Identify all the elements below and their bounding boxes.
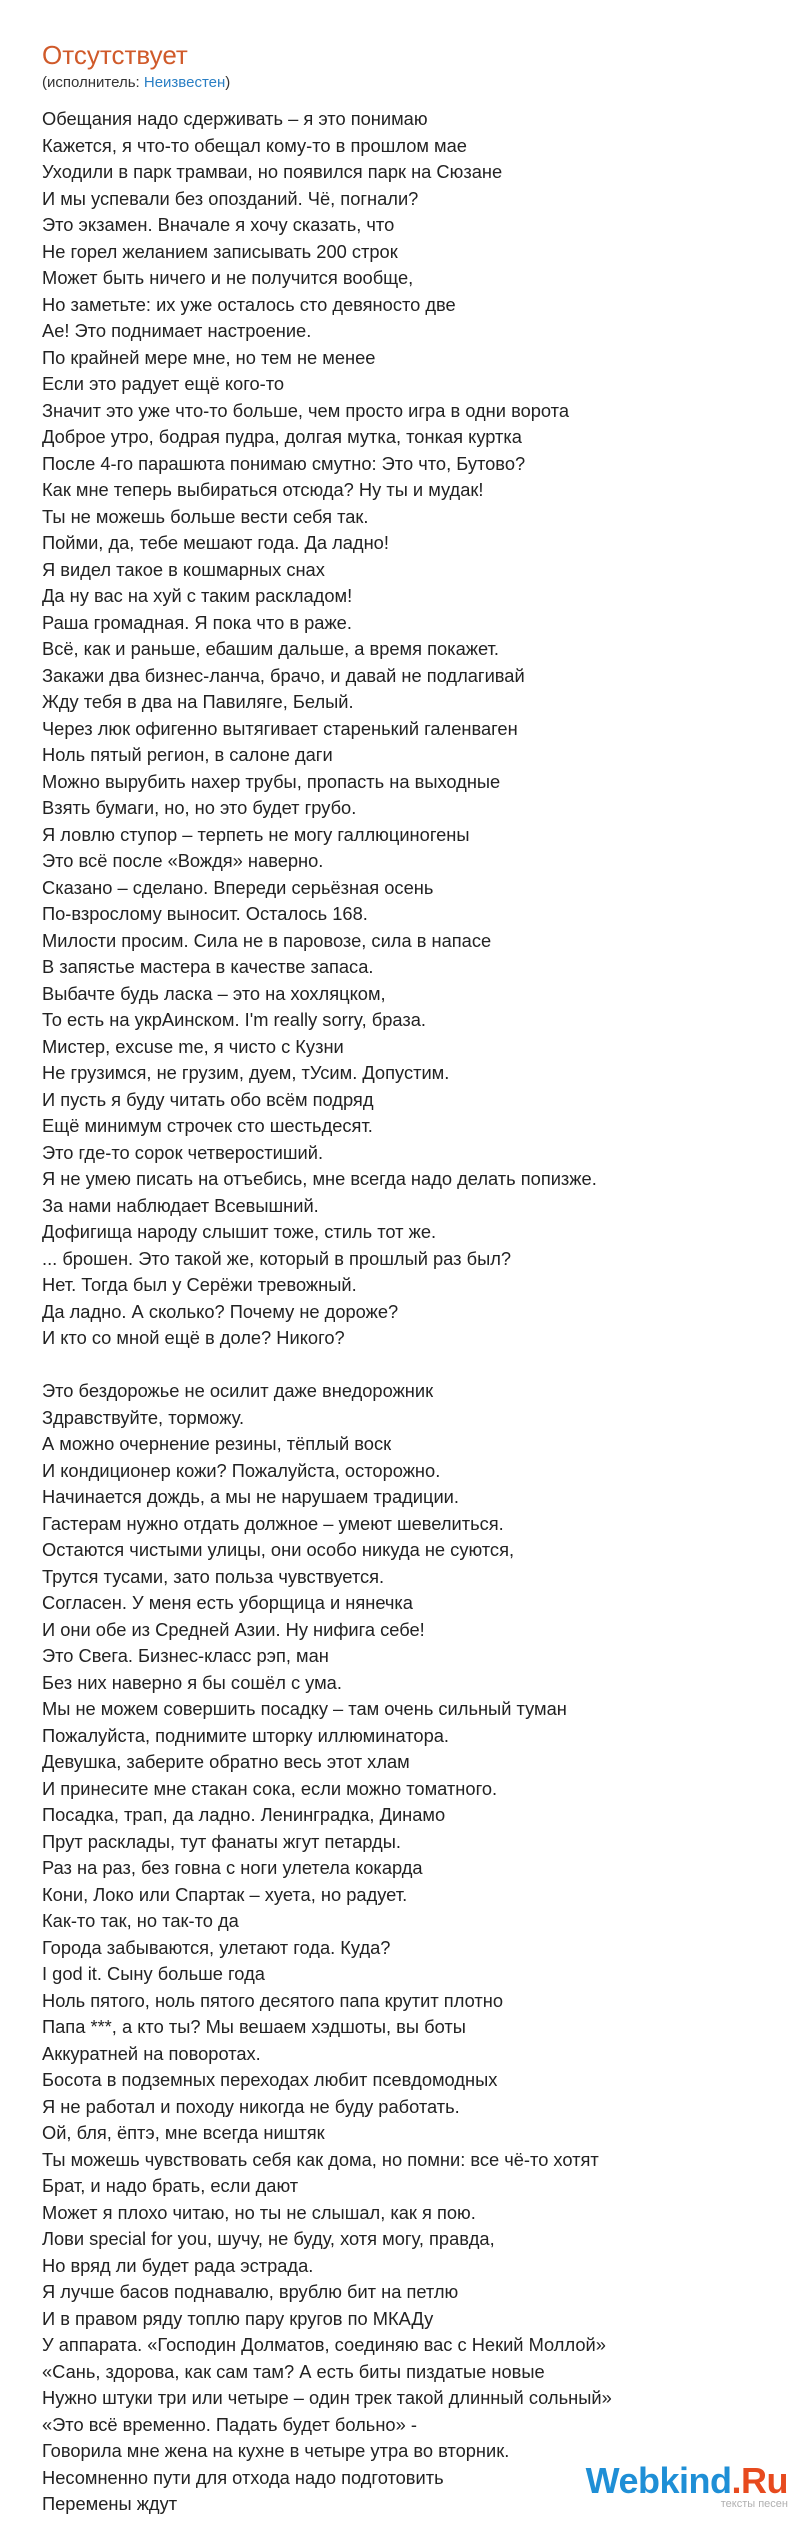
lyric-line: Да ну вас на хуй с таким раскладом! <box>42 585 353 606</box>
lyric-line: Пожалуйста, поднимите шторку иллюминатора. <box>42 1724 450 1746</box>
lyric-line: ... брошен. Это такой же, который в прошлый раз был? <box>42 1247 512 1269</box>
lyric-line: Но вряд ли будет рада эстрада. <box>42 2254 314 2276</box>
lyric-line: И мы успевали без опозданий. Чё, погнали? <box>42 187 419 209</box>
lyric-line: Ой, бля, ёптэ, мне всегда ништяк <box>42 2122 325 2143</box>
lyric-line: Жду тебя в два на Павиляге, Белый. <box>42 691 354 712</box>
logo-tld: .Ru <box>731 2460 788 2501</box>
lyric-line: Это Свега. Бизнес-класс рэп, ман <box>42 1645 329 1666</box>
lyric-line: Посадка, трап, да ладно. Ленинградка, Динамо <box>42 1804 446 1825</box>
lyric-line: Как мне теперь выбираться отсюда? Ну ты и мудак! <box>42 479 484 500</box>
lyric-line: Уходили в парк трамваи, но появился парк на Сюзане <box>42 161 503 182</box>
lyric-line: Может я плохо читаю, но ты не слышал, как я пою. <box>42 2201 476 2223</box>
song-header <box>42 40 230 92</box>
lyric-line: Лови special for you, шучу, не буду, хотя могу, правда, <box>42 2228 495 2249</box>
lyric-line: Аккуратней на поворотах. <box>42 2042 261 2064</box>
lyric-line: Взять бумаги, но, но это будет грубо. <box>42 797 357 818</box>
lyric-line: Нужно штуки три или четыре – один трек такой длинный сольный» <box>42 2387 612 2408</box>
webkind-logo[interactable] <box>586 2462 788 2510</box>
lyric-line: Ноль пятого, ноль пятого десятого папа крутит плотно <box>42 1989 503 2011</box>
artist-prefix: (исполнитель: <box>42 74 144 91</box>
lyric-line: Трутся тусами, зато польза чувствуется. <box>42 1565 385 1587</box>
lyric-line: Значит это уже что-то больше, чем просто игра в одни ворота <box>42 399 570 421</box>
lyric-line: Закажи два бизнес-ланча, брачо, и давай не подлагивай <box>42 664 525 686</box>
lyric-line: И кондиционер кожи? Пожалуйста, осторожно. <box>42 1459 441 1481</box>
lyric-line: По крайней мере мне, но тем не менее <box>42 346 376 368</box>
lyric-line: Ещё минимум строчек сто шестьдесят. <box>42 1115 373 1136</box>
lyric-line: В запястье мастера в качестве запаса. <box>42 956 374 977</box>
lyric-line: Мистер, excuse me, я чисто с Кузни <box>42 1035 344 1057</box>
lyric-line: Раз на раз, без говна с ноги улетела кокарда <box>42 1857 423 1878</box>
lyric-line: Я видел такое в кошмарных снах <box>42 558 325 580</box>
lyric-line: Доброе утро, бодрая пудра, долгая мутка, тонкая куртка <box>42 426 522 447</box>
lyric-line: И принесите мне стакан сока, если можно томатного. <box>42 1777 498 1799</box>
lyric-line: Гастерам нужно отдать должное – умеют шевелиться. <box>42 1512 504 1534</box>
lyric-line: Если это радует ещё кого-то <box>42 373 285 394</box>
song-title: Отсутствует <box>42 40 188 70</box>
lyric-line: Не горел желанием записывать 200 строк <box>42 240 398 262</box>
lyric-line: И они обе из Средней Азии. Ну нифига себе! <box>42 1618 425 1640</box>
lyric-line: А можно очернение резины, тёплый воск <box>42 1433 392 1454</box>
lyric-line: Начинается дождь, а мы не нарушаем традиции. <box>42 1486 459 1507</box>
lyric-line: Это всё после «Вождя» наверно. <box>42 850 324 871</box>
lyric-line: Кони, Локо или Спартак – хуета, но радует. <box>42 1883 408 1905</box>
lyric-line: Через люк офигенно вытягивает старенький галенваген <box>42 717 518 739</box>
lyric-line: «Сань, здорова, как сам там? А есть биты пиздатые новые <box>42 2360 545 2382</box>
lyric-line: Ноль пятый регион, в салоне даги <box>42 744 333 765</box>
logo-brand: Webkind <box>585 2460 732 2501</box>
lyric-line: Я лучше басов поднавалю, врублю бит на петлю <box>42 2281 459 2302</box>
lyric-line: Это где-то сорок четверостиший. <box>42 1141 324 1163</box>
logo-wordmark <box>586 2462 788 2500</box>
lyric-line: Не грузимся, не грузим, дуем, тУсим. Допустим. <box>42 1062 450 1083</box>
lyric-line: Дофигища народу слышит тоже, стиль тот же. <box>42 1221 437 1242</box>
lyric-line: Перемены ждут <box>42 2493 178 2514</box>
lyric-line: Ты не можешь больше вести себя так. <box>42 505 369 527</box>
lyric-line: Папа ***, а кто ты? Мы вешаем хэдшоты, вы боты <box>42 2016 466 2037</box>
lyric-line: Я не умею писать на отъебись, мне всегда надо делать попизже. <box>42 1168 597 1189</box>
lyric-line: По-взрослому выносит. Осталось 168. <box>42 903 368 924</box>
lyric-line: Выбачте будь ласка – это на хохляцком, <box>42 982 386 1004</box>
lyric-line: Мы не можем совершить посадку – там очень сильный туман <box>42 1698 567 1719</box>
logo-tagline: тексты песен <box>720 2498 788 2510</box>
lyrics-text <box>42 106 762 2518</box>
stanza-break <box>42 1352 762 1379</box>
lyric-line: Ае! Это поднимает настроение. <box>42 320 312 341</box>
lyric-line: Это экзамен. Вначале я хочу сказать, что <box>42 214 395 235</box>
lyric-line: То есть на укрАинском. I'm really sorry, браза. <box>42 1009 426 1030</box>
lyric-line: Это бездорожье не осилит даже внедорожник <box>42 1380 434 1401</box>
lyric-line: После 4-го парашюта понимаю смутно: Это что, Бутово? <box>42 452 526 474</box>
lyric-line: Как-то так, но так-то да <box>42 1910 239 1931</box>
lyric-line: Без них наверно я бы сошёл с ума. <box>42 1671 342 1693</box>
lyric-line: Города забываются, улетают года. Куда? <box>42 1936 391 1958</box>
lyric-line: Девушка, заберите обратно весь этот хлам <box>42 1751 410 1772</box>
lyric-line: И пусть я буду читать обо всём подряд <box>42 1088 374 1110</box>
lyric-line: Пойми, да, тебе мешают года. Да ладно! <box>42 532 389 553</box>
lyric-line: И кто со мной ещё в доле? Никого? <box>42 1327 345 1348</box>
lyric-line: Босота в подземных переходах любит псевдомодных <box>42 2069 498 2090</box>
artist-suffix: ) <box>225 74 231 91</box>
lyric-line: Раша громадная. Я пока что в раже. <box>42 611 352 633</box>
lyric-line: Но заметьте: их уже осталось сто девяносто две <box>42 293 456 315</box>
lyric-line: Остаются чистыми улицы, они особо никуда не суются, <box>42 1539 515 1560</box>
lyric-line: Брат, и надо брать, если дают <box>42 2175 299 2196</box>
lyric-line: Да ладно. А сколько? Почему не дороже? <box>42 1300 399 1322</box>
lyric-line: У аппарата. «Господин Долматов, соединяю вас с Некий Моллой» <box>42 2334 606 2355</box>
artist-link[interactable]: Неизвестен <box>143 74 226 91</box>
lyric-line: Сказано – сделано. Впереди серьёзная осень <box>42 876 434 898</box>
lyric-line: Несомненно пути для отхода надо подготовить <box>42 2466 444 2488</box>
lyric-line: Согласен. У меня есть уборщица и нянечка <box>42 1592 413 1613</box>
lyric-line: За нами наблюдает Всевышний. <box>42 1194 319 1216</box>
lyric-line: И в правом ряду топлю пару кругов по МКАДу <box>42 2307 434 2329</box>
lyric-line: Можно вырубить нахер трубы, пропасть на выходные <box>42 770 501 792</box>
lyric-line: Я не работал и походу никогда не буду работать. <box>42 2095 460 2117</box>
lyric-line: Говорила мне жена на кухне в четыре утра во вторник. <box>42 2440 510 2461</box>
lyric-line: Прут расклады, тут фанаты жгут петарды. <box>42 1830 401 1852</box>
lyric-line: Нет. Тогда был у Серёжи тревожный. <box>42 1274 357 1295</box>
artist-line <box>42 74 230 92</box>
lyric-line: Может быть ничего и не получится вообще, <box>42 267 414 288</box>
lyric-line: Ты можешь чувствовать себя как дома, но помни: все чё-то хотят <box>42 2148 599 2170</box>
lyric-line: Я ловлю ступор – терпеть не могу галлюциногены <box>42 823 470 845</box>
lyric-line: «Это всё временно. Падать будет больно» - <box>42 2413 417 2435</box>
lyric-line: Кажется, я что-то обещал кому-то в прошлом мае <box>42 134 467 156</box>
lyric-line: I god it. Сыну больше года <box>42 1963 265 1984</box>
lyric-line: Здравствуйте, торможу. <box>42 1406 245 1428</box>
lyric-line: Милости просим. Сила не в паровозе, сила в напасе <box>42 929 492 951</box>
lyric-line: Всё, как и раньше, ебашим дальше, а время покажет. <box>42 638 499 659</box>
lyric-line: Обещания надо сдерживать – я это понимаю <box>42 108 428 129</box>
